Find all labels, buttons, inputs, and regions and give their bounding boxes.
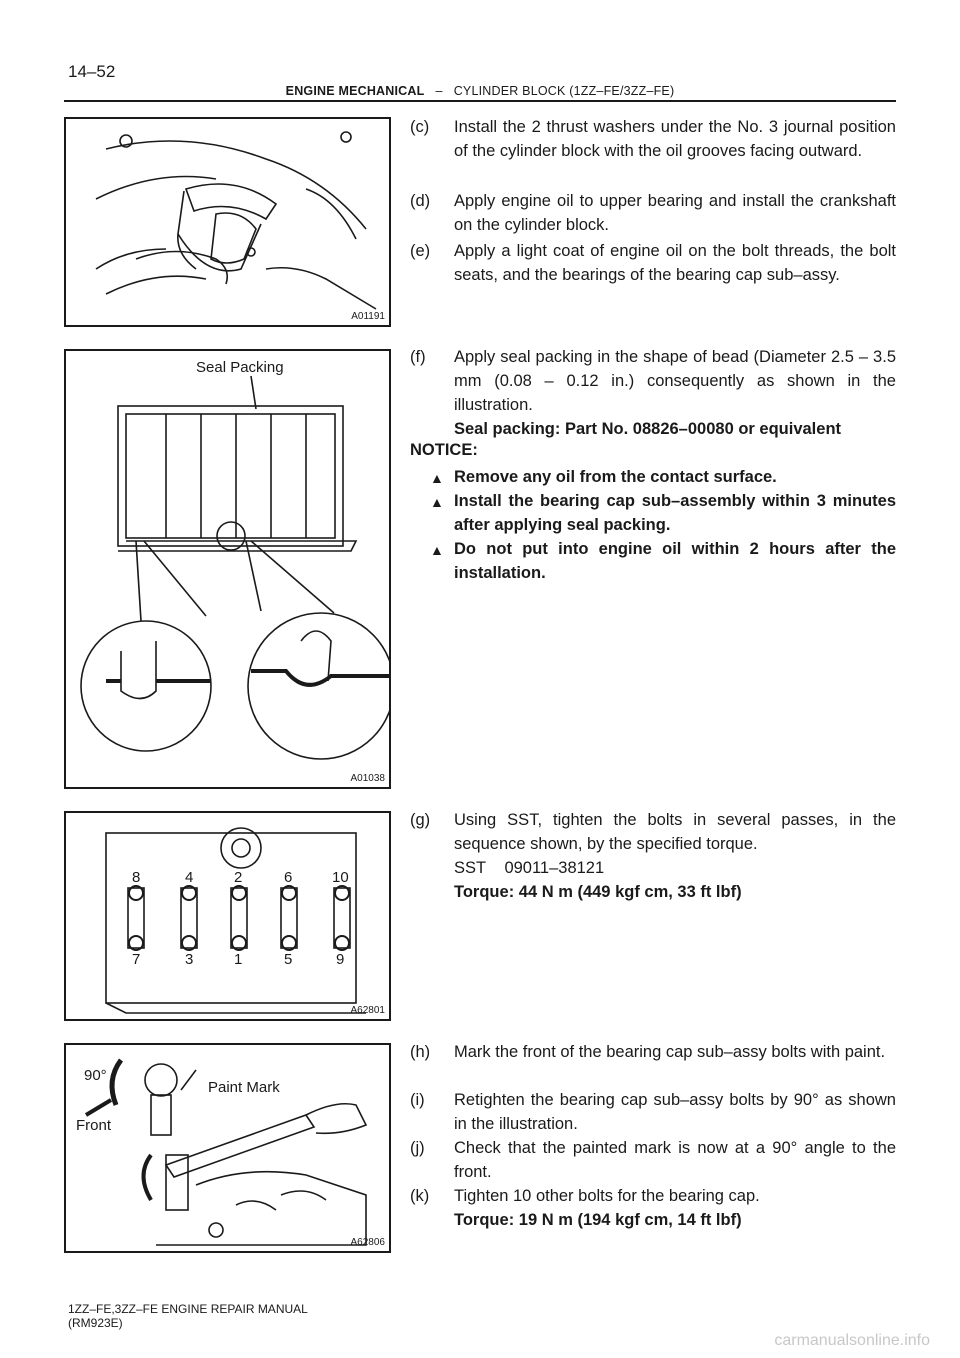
running-header: [64, 84, 896, 98]
step-text: Check that the painted mark is now at a 90° angle to the front.: [454, 1139, 896, 1181]
header-rule: [64, 100, 896, 102]
bolt-number: 3: [185, 951, 194, 968]
step-text: Apply seal packing in the shape of bead (Diameter 2.5 – 3.5 mm (0.08 – 0.12 in.) consequently as shown in the illustration.: [454, 348, 896, 414]
triangle-bullet-icon: ▲: [430, 470, 444, 486]
header-subsection: CYLINDER BLOCK (1ZZ–FE/3ZZ–FE): [453, 84, 675, 98]
bolt-columns: [128, 888, 350, 948]
sst-value: 09011–38121: [504, 859, 605, 877]
figure-code: A01191: [351, 311, 385, 322]
step-tag: (g): [410, 811, 431, 829]
retighten-illustration: [66, 1045, 389, 1251]
step-e: [410, 239, 896, 287]
bolt-sequence-illustration: [66, 813, 389, 1019]
step-tag: (d): [410, 192, 431, 210]
step-tag: (e): [410, 242, 431, 260]
thrust-washer-illustration: [66, 119, 389, 325]
watermark: carmanualsonline.info: [774, 1332, 930, 1349]
figure-retighten: [64, 1043, 391, 1253]
step-text: Retighten the bearing cap sub–assy bolts by 90° as shown in the illustration.: [454, 1091, 896, 1133]
step-f: [410, 345, 896, 441]
torque-spec: Torque: 44 N m (449 kgf cm, 33 ft lbf): [454, 883, 742, 901]
seal-packing-spec: Seal packing: Part No. 08826–00080 or equivalent: [454, 420, 842, 438]
triangle-bullet-icon: ▲: [430, 542, 444, 558]
bolt-number: 6: [284, 869, 293, 886]
step-tag: (j): [410, 1139, 425, 1157]
notice-item: [410, 465, 896, 489]
angle-label: 90°: [84, 1067, 107, 1084]
bolt-number: 9: [336, 951, 345, 968]
sst-label: SST: [454, 859, 487, 877]
front-label: Front: [76, 1117, 112, 1134]
step-c: [410, 115, 896, 163]
step-j: [410, 1136, 896, 1184]
figure-seal-packing: [64, 349, 391, 789]
step-k: [410, 1184, 896, 1232]
step-text: Install the 2 thrust washers under the No. 3 journal position of the cylinder block with the oil grooves facing outward.: [454, 118, 896, 160]
bolt-number: 10: [332, 869, 349, 886]
bolt-number: 8: [132, 869, 141, 886]
step-text: Mark the front of the bearing cap sub–assy bolts with paint.: [454, 1043, 886, 1061]
bolt-number: 5: [284, 951, 293, 968]
step-i: [410, 1088, 896, 1136]
sst-line: [410, 856, 896, 880]
notice-item: [410, 489, 896, 537]
step-text: Apply a light coat of engine oil on the bolt threads, the bolt seats, and the bearings of the bearing cap sub–assy.: [454, 242, 896, 284]
notice-heading: NOTICE:: [410, 441, 478, 459]
notice-text: Do not put into engine oil within 2 hours after the installation.: [454, 540, 896, 582]
notice-text: Install the bearing cap sub–assembly within 3 minutes after applying seal packing.: [454, 492, 896, 534]
figure-code: A01038: [350, 773, 385, 784]
step-d: [410, 189, 896, 237]
step-tag: (f): [410, 348, 426, 366]
page-number: 14–52: [68, 62, 116, 81]
step-text: Using SST, tighten the bolts in several passes, in the sequence shown, by the specified torque.: [454, 811, 896, 853]
bolt-number: 7: [132, 951, 141, 968]
bolt-number: 4: [185, 869, 194, 886]
figure-code: A62801: [350, 1005, 385, 1016]
figure-code: A62806: [350, 1237, 385, 1248]
step-tag: (k): [410, 1187, 430, 1205]
seal-packing-label: Seal Packing: [196, 359, 284, 376]
notice-item: [410, 537, 896, 585]
step-h: [410, 1040, 896, 1064]
step-text: Apply engine oil to upper bearing and install the crankshaft on the cylinder block.: [454, 192, 896, 234]
step-tag: (c): [410, 118, 430, 136]
footer-manual-title: 1ZZ–FE,3ZZ–FE ENGINE REPAIR MANUAL: [68, 1302, 308, 1316]
triangle-bullet-icon: ▲: [430, 494, 444, 510]
torque-spec: Torque: 19 N m (194 kgf cm, 14 ft lbf): [454, 1211, 742, 1229]
step-text: Tighten 10 other bolts for the bearing cap.: [454, 1187, 760, 1205]
notice-text: Remove any oil from the contact surface.: [454, 468, 777, 486]
step-tag: (h): [410, 1043, 431, 1061]
footer: [68, 1302, 308, 1330]
figure-thrust-washer: [64, 117, 391, 327]
header-section: ENGINE MECHANICAL: [285, 84, 425, 98]
header-separator: –: [435, 84, 443, 98]
footer-manual-code: (RM923E): [68, 1316, 123, 1330]
step-g: [410, 808, 896, 904]
bolt-number: 2: [234, 869, 243, 886]
paint-mark-label: Paint Mark: [208, 1079, 280, 1096]
figure-bolt-sequence: [64, 811, 391, 1021]
step-tag: (i): [410, 1091, 425, 1109]
bolt-number: 1: [234, 951, 243, 968]
seal-packing-illustration: [66, 351, 389, 787]
